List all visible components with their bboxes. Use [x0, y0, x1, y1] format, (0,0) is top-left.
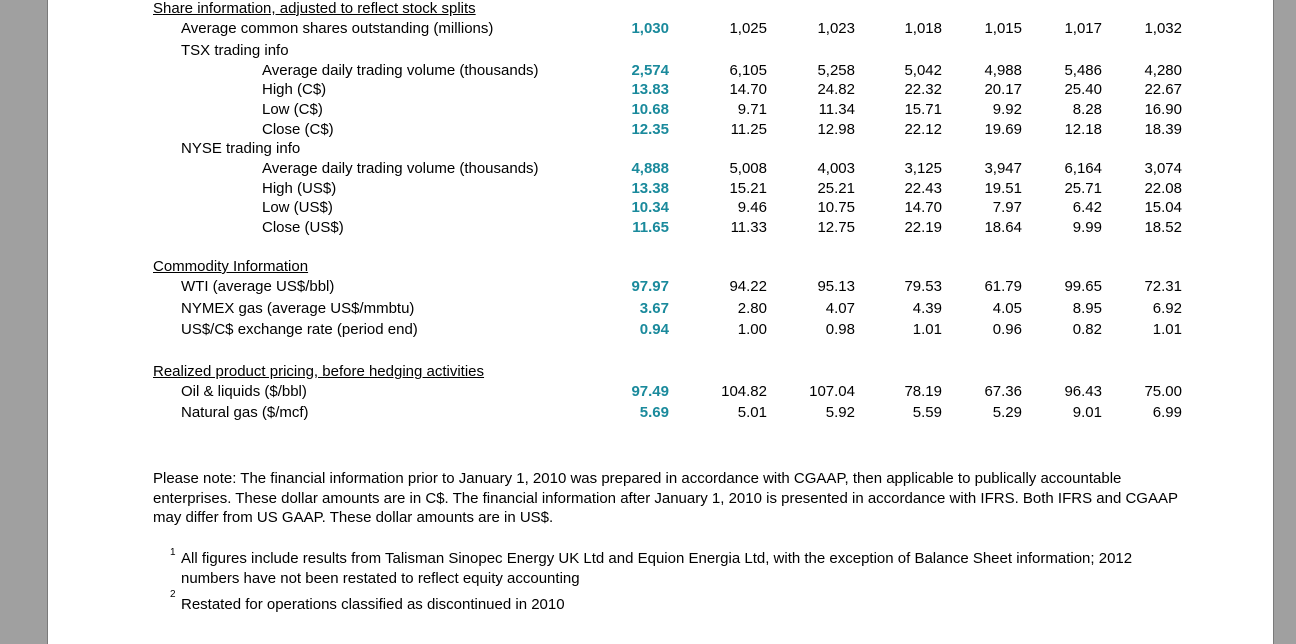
note-paragraph: Please note: The financial information prior to January 1, 2010 was prepared in accordance with CGAAP, then applicable to publically accountable enterprises. These dollar amounts are in C$. The financial information after January 1, 2010 is presented in accordance with IFRS. Both IFRS and CGAAP may differ from US GAAP. These dollar amounts are in US$. — [153, 470, 1178, 526]
table-cell-value: 1.00 — [737, 321, 767, 338]
section-heading: Commodity Information — [153, 258, 309, 275]
current-year-value: 13.38 — [631, 180, 669, 197]
table-cell-value: 15.21 — [729, 180, 767, 197]
current-year-value: 97.97 — [631, 278, 669, 295]
table-cell-value: 14.70 — [729, 81, 767, 98]
table-cell-value: 5,042 — [904, 62, 942, 79]
table-cell-value: 12.98 — [817, 121, 855, 138]
table-cell-value: 1,032 — [1144, 20, 1182, 37]
table-cell-value: 6,164 — [1064, 160, 1102, 177]
current-year-value: 1,030 — [631, 20, 669, 37]
table-cell-value: 11.33 — [730, 219, 767, 236]
table-cell-value: 11.25 — [730, 121, 767, 138]
table-cell-value: 10.75 — [817, 199, 855, 216]
row-label: Low (US$) — [262, 199, 333, 216]
table-cell-value: 6.92 — [1152, 300, 1182, 317]
table-cell-value: 9.46 — [737, 199, 767, 216]
row-label: Close (US$) — [262, 219, 344, 236]
table-cell-value: 3,125 — [904, 160, 942, 177]
table-cell-value: 22.32 — [904, 81, 942, 98]
current-year-value: 11.65 — [632, 219, 669, 236]
current-year-value: 4,888 — [631, 160, 669, 177]
table-cell-value: 24.82 — [817, 81, 855, 98]
current-year-value: 10.68 — [631, 101, 669, 118]
row-label: WTI (average US$/bbl) — [181, 278, 335, 295]
section-heading: Share information, adjusted to reflect stock splits — [153, 0, 476, 17]
table-cell-value: 5,258 — [817, 62, 855, 79]
table-cell-value: 4,003 — [817, 160, 855, 177]
table-cell-value: 19.69 — [984, 121, 1022, 138]
table-cell-value: 9.01 — [1072, 404, 1102, 421]
table-cell-value: 0.96 — [992, 321, 1022, 338]
row-label: Average daily trading volume (thousands) — [262, 160, 539, 177]
current-year-value: 97.49 — [631, 383, 669, 400]
row-label: Close (C$) — [262, 121, 334, 138]
table-cell-value: 9.92 — [992, 101, 1022, 118]
current-year-value: 0.94 — [639, 321, 669, 338]
table-cell-value: 94.22 — [729, 278, 767, 295]
row-label: TSX trading info — [181, 42, 289, 59]
footnote-1-text: All figures include results from Talisman Sinopec Energy UK Ltd and Equion Energia Ltd, with the exception of Balance Sheet information; 2012 numbers have not been restated to reflect equity accounting — [181, 550, 1133, 587]
table-cell-value: 18.52 — [1144, 219, 1182, 236]
table-cell-value: 5.01 — [737, 404, 767, 421]
table-cell-value: 16.90 — [1144, 101, 1182, 118]
row-label: NYSE trading info — [181, 140, 301, 157]
table-cell-value: 78.19 — [904, 383, 942, 400]
document-page — [47, 0, 1274, 644]
table-cell-value: 15.04 — [1144, 199, 1182, 216]
table-cell-value: 99.65 — [1064, 278, 1102, 295]
table-cell-value: 75.00 — [1144, 383, 1182, 400]
footnote-2-marker: 2 — [170, 589, 176, 600]
table-cell-value: 79.53 — [904, 278, 942, 295]
table-cell-value: 18.39 — [1144, 121, 1182, 138]
table-cell-value: 5.59 — [912, 404, 942, 421]
table-cell-value: 1.01 — [1152, 321, 1182, 338]
table-cell-value: 7.97 — [992, 199, 1022, 216]
table-cell-value: 9.71 — [737, 101, 767, 118]
table-cell-value: 22.12 — [904, 121, 942, 138]
table-cell-value: 5,008 — [729, 160, 767, 177]
table-cell-value: 67.36 — [984, 383, 1022, 400]
table-cell-value: 2.80 — [737, 300, 767, 317]
row-label: Low (C$) — [262, 101, 323, 118]
section-heading: Realized product pricing, before hedging activities — [153, 363, 485, 380]
table-cell-value: 1,015 — [984, 20, 1022, 37]
current-year-value: 2,574 — [631, 62, 669, 79]
table-cell-value: 1,025 — [729, 20, 767, 37]
table-cell-value: 22.19 — [904, 219, 942, 236]
table-cell-value: 107.04 — [809, 383, 855, 400]
table-cell-value: 3,074 — [1144, 160, 1182, 177]
table-cell-value: 6,105 — [729, 62, 767, 79]
table-cell-value: 5,486 — [1064, 62, 1102, 79]
table-cell-value: 4.05 — [992, 300, 1022, 317]
row-label: High (US$) — [262, 180, 337, 197]
row-label: Oil & liquids ($/bbl) — [181, 383, 307, 400]
table-cell-value: 6.99 — [1152, 404, 1182, 421]
table-cell-value: 5.92 — [825, 404, 855, 421]
table-cell-value: 22.43 — [904, 180, 942, 197]
table-cell-value: 19.51 — [984, 180, 1022, 197]
table-cell-value: 6.42 — [1072, 199, 1102, 216]
table-cell-value: 12.75 — [817, 219, 855, 236]
table-cell-value: 8.28 — [1072, 101, 1102, 118]
table-cell-value: 25.71 — [1064, 180, 1102, 197]
table-cell-value: 8.95 — [1072, 300, 1102, 317]
current-year-value: 5.69 — [639, 404, 669, 421]
row-label: Average daily trading volume (thousands) — [262, 62, 539, 79]
current-year-value: 13.83 — [631, 81, 669, 98]
table-cell-value: 20.17 — [984, 81, 1022, 98]
table-cell-value: 25.21 — [817, 180, 855, 197]
table-cell-value: 12.18 — [1064, 121, 1102, 138]
table-cell-value: 14.70 — [904, 199, 942, 216]
table-cell-value: 95.13 — [817, 278, 855, 295]
footnote-1-marker: 1 — [170, 547, 176, 558]
table-cell-value: 11.34 — [818, 101, 855, 118]
table-cell-value: 9.99 — [1072, 219, 1102, 236]
table-cell-value: 4,988 — [984, 62, 1022, 79]
table-cell-value: 4,280 — [1144, 62, 1182, 79]
table-cell-value: 0.98 — [825, 321, 855, 338]
table-cell-value: 5.29 — [992, 404, 1022, 421]
table-cell-value: 72.31 — [1144, 278, 1182, 295]
table-cell-value: 1,018 — [904, 20, 942, 37]
table-cell-value: 18.64 — [984, 219, 1022, 236]
table-cell-value: 4.07 — [825, 300, 855, 317]
row-label: US$/C$ exchange rate (period end) — [181, 321, 418, 338]
table-cell-value: 61.79 — [984, 278, 1022, 295]
table-cell-value: 22.08 — [1144, 180, 1182, 197]
table-cell-value: 96.43 — [1064, 383, 1102, 400]
table-cell-value: 104.82 — [721, 383, 767, 400]
table-cell-value: 1.01 — [912, 321, 942, 338]
table-cell-value: 3,947 — [984, 160, 1022, 177]
current-year-value: 12.35 — [631, 121, 669, 138]
row-label: NYMEX gas (average US$/mmbtu) — [181, 300, 415, 317]
row-label: High (C$) — [262, 81, 327, 98]
table-cell-value: 22.67 — [1144, 81, 1182, 98]
row-label: Natural gas ($/mcf) — [181, 404, 309, 421]
table-cell-value: 1,017 — [1064, 20, 1102, 37]
table-cell-value: 4.39 — [912, 300, 942, 317]
table-cell-value: 15.71 — [904, 101, 942, 118]
current-year-value: 10.34 — [631, 199, 669, 216]
row-label: Average common shares outstanding (millions) — [181, 20, 494, 37]
current-year-value: 3.67 — [639, 300, 669, 317]
table-cell-value: 0.82 — [1072, 321, 1102, 338]
table-cell-value: 25.40 — [1064, 81, 1102, 98]
table-cell-value: 1,023 — [817, 20, 855, 37]
footnote-2-text: Restated for operations classified as discontinued in 2010 — [181, 596, 565, 613]
